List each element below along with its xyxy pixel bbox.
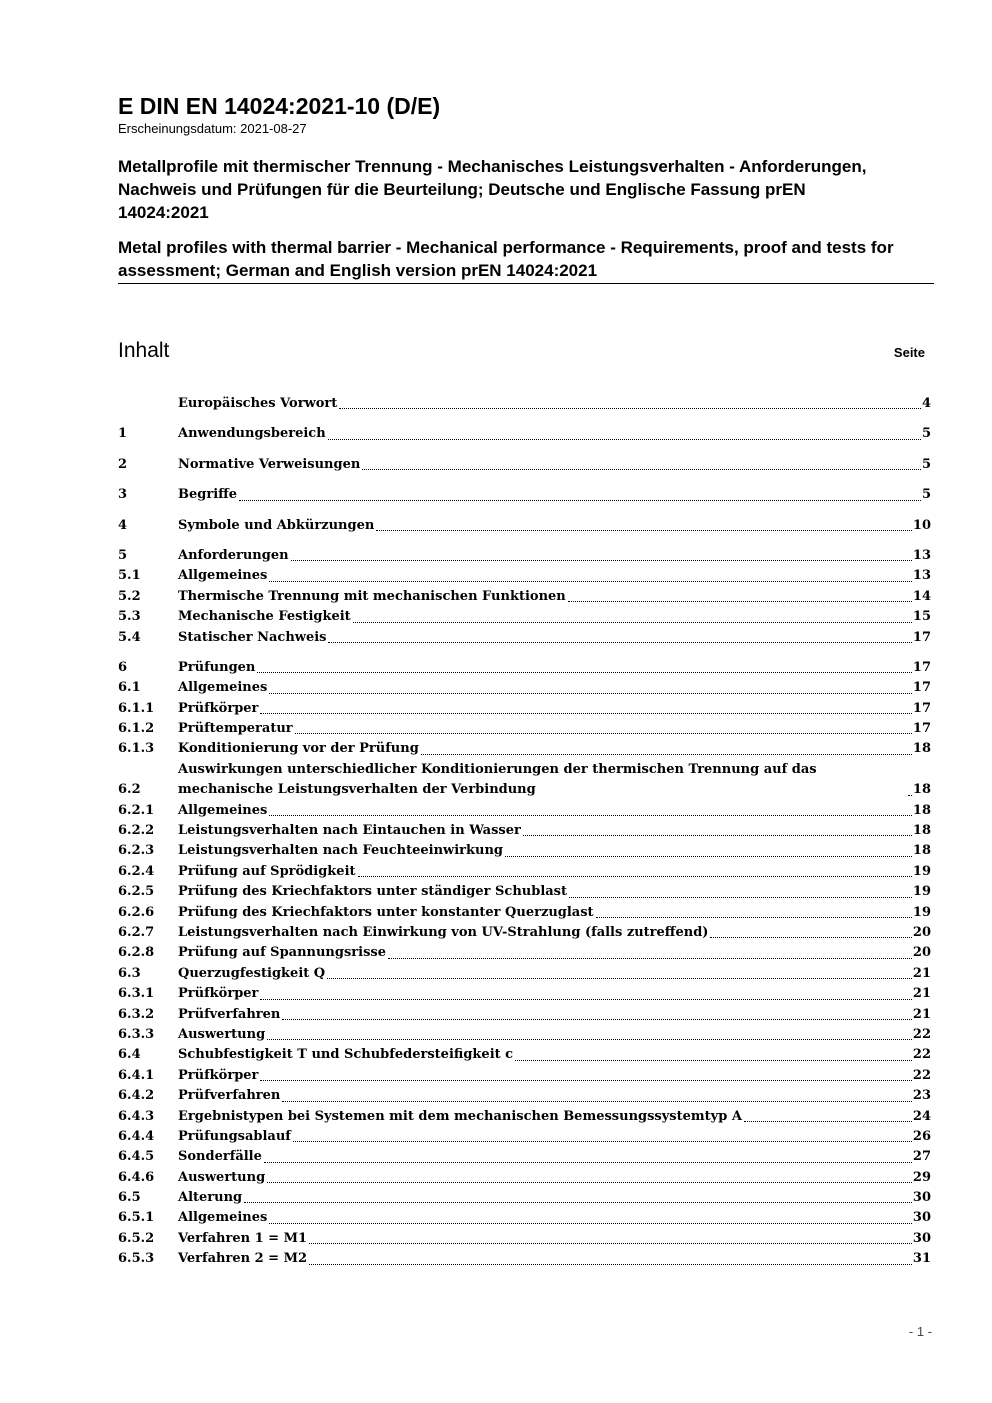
toc-entry-number: 6.5.3 bbox=[118, 1251, 155, 1267]
document-id: E DIN EN 14024:2021-10 (D/E) bbox=[118, 93, 441, 119]
toc-entry-label[interactable]: Thermische Trennung mit mechanischen Funktionen bbox=[178, 588, 566, 604]
toc-leader-dots bbox=[353, 622, 912, 623]
toc-entry-page[interactable]: 22 bbox=[912, 1047, 931, 1063]
toc-leader-dots bbox=[309, 1264, 912, 1265]
toc-entry-number: 5 bbox=[118, 547, 128, 563]
toc-entry-label[interactable]: Allgemeines bbox=[178, 802, 268, 818]
toc-entry[interactable] bbox=[118, 485, 931, 505]
toc-entry-page[interactable]: 10 bbox=[912, 517, 931, 533]
toc-entry-label[interactable]: Konditionierung vor der Prüfung bbox=[178, 741, 419, 757]
toc-entry-label[interactable]: Ergebnistypen bei Systemen mit dem mechanischen Bemessungssystemtyp A bbox=[178, 1108, 742, 1124]
toc-entry-page[interactable]: 30 bbox=[912, 1210, 931, 1226]
toc-entry-page[interactable]: 13 bbox=[912, 547, 931, 563]
toc-entry[interactable] bbox=[118, 821, 931, 841]
toc-entry-number: 6.5.2 bbox=[118, 1230, 155, 1246]
toc-entry-number: 6.2.6 bbox=[118, 904, 155, 920]
toc-entry-number: 6.2.7 bbox=[118, 924, 155, 940]
toc-leader-dots bbox=[523, 835, 912, 836]
toc-entry[interactable] bbox=[118, 546, 931, 566]
toc-entry[interactable] bbox=[118, 984, 931, 1004]
toc-entry-page[interactable]: 21 bbox=[912, 965, 931, 981]
toc-entry[interactable] bbox=[118, 628, 931, 648]
toc-entry-page[interactable]: 19 bbox=[912, 904, 931, 920]
toc-entry-number: 6.2.8 bbox=[118, 945, 155, 961]
toc-entry-label[interactable]: Prüfung des Kriechfaktors unter ständiger Schublast bbox=[178, 884, 568, 900]
toc-entry-page[interactable]: 5 bbox=[921, 456, 931, 472]
toc-entry[interactable] bbox=[118, 760, 931, 801]
toc-entry-label[interactable]: Prüfkörper bbox=[178, 700, 259, 716]
toc-entry-page[interactable]: 20 bbox=[912, 945, 931, 961]
toc-entry[interactable] bbox=[118, 943, 931, 963]
toc-entry-number: 6.1.1 bbox=[118, 700, 155, 716]
toc-entry-label[interactable]: Prüfung auf Spannungsrisse bbox=[178, 945, 386, 961]
document-header bbox=[118, 92, 934, 284]
toc-entry-number: 6.2.3 bbox=[118, 843, 155, 859]
toc-leader-dots bbox=[908, 795, 912, 796]
toc-entry-page[interactable]: 17 bbox=[912, 629, 931, 645]
toc-leader-dots bbox=[269, 815, 912, 816]
toc-entry-number: 2 bbox=[118, 456, 128, 472]
toc-leader-dots bbox=[327, 978, 912, 979]
toc-entry-page[interactable]: 18 bbox=[912, 741, 931, 757]
toc-entry-page[interactable]: 19 bbox=[912, 863, 931, 879]
toc-entry[interactable] bbox=[118, 1127, 931, 1147]
toc-entry-number: 6.2.2 bbox=[118, 823, 155, 839]
toc-entry-label[interactable]: Allgemeines bbox=[178, 680, 268, 696]
toc-entry-label[interactable]: Prüfungsablauf bbox=[178, 1128, 291, 1144]
toc-entry[interactable] bbox=[118, 455, 931, 475]
toc-entry-number: 6.3 bbox=[118, 965, 141, 981]
toc-entry-page[interactable]: 18 bbox=[912, 782, 931, 798]
toc-leader-dots bbox=[421, 754, 912, 755]
toc-entry-label[interactable]: Verfahren 1 = M1 bbox=[178, 1230, 308, 1246]
title-german: Metallprofile mit thermischer Trennung - Mechanisches Leistungsverhalten - Anforderungen, Nachweis und Prüfungen für die Beurteilung; Deutsche und Englische Fassung prEN 14024:2021 bbox=[118, 157, 867, 222]
toc-entry[interactable] bbox=[118, 678, 931, 698]
toc-entry-page[interactable]: 23 bbox=[912, 1088, 931, 1104]
toc-entry-number: 6.3.1 bbox=[118, 986, 155, 1002]
toc-entry[interactable] bbox=[118, 1107, 931, 1127]
toc-leader-dots bbox=[568, 601, 912, 602]
toc-entry[interactable] bbox=[118, 862, 931, 882]
toc-entry[interactable] bbox=[118, 1045, 931, 1065]
toc-leader-dots bbox=[515, 1060, 912, 1061]
toc-entry-label[interactable]: Prüfung auf Sprödigkeit bbox=[178, 863, 356, 879]
toc-entry-label[interactable]: Leistungsverhalten nach Einwirkung von UV-Strahlung (falls zutreffend) bbox=[178, 924, 709, 940]
toc-leader-dots bbox=[358, 876, 912, 877]
toc-entry-number: 1 bbox=[118, 426, 128, 442]
toc-entry[interactable] bbox=[118, 1025, 931, 1045]
toc-entry[interactable] bbox=[118, 903, 931, 923]
toc-entry-label[interactable]: Auswirkungen unterschiedlicher Konditionierungen der thermischen Trennung auf das mechanische Leistungsverhalten der Verbindung bbox=[178, 761, 817, 798]
toc-leader-dots bbox=[260, 999, 912, 1000]
toc-entry[interactable] bbox=[118, 1229, 931, 1249]
toc-entry-number: 4 bbox=[118, 517, 128, 533]
toc-entry-page[interactable]: 22 bbox=[912, 1026, 931, 1042]
toc-entry[interactable] bbox=[118, 1208, 931, 1228]
toc-entry[interactable] bbox=[118, 658, 931, 678]
toc-entry-label[interactable]: Allgemeines bbox=[178, 1210, 268, 1226]
toc-entry-number: 5.4 bbox=[118, 629, 141, 645]
toc-entry-label[interactable]: Schubfestigkeit T und Schubfedersteifigkeit c bbox=[178, 1047, 514, 1063]
toc-leader-dots bbox=[328, 439, 921, 440]
toc-entry-label[interactable]: Prüfkörper bbox=[178, 1067, 259, 1083]
toc-entry-number: 6.2 bbox=[118, 782, 141, 798]
toc-entry[interactable] bbox=[118, 719, 931, 739]
toc-entry-number: 6.2.5 bbox=[118, 884, 155, 900]
toc-entry-number: 3 bbox=[118, 487, 128, 503]
toc-leader-dots bbox=[293, 1141, 912, 1142]
toc-heading-row bbox=[118, 338, 925, 364]
toc-leader-dots bbox=[267, 1182, 912, 1183]
toc-entry[interactable] bbox=[118, 739, 931, 759]
toc-entry[interactable] bbox=[118, 1188, 931, 1208]
toc-entry-label[interactable]: Prüfungen bbox=[178, 659, 256, 675]
toc-entry[interactable] bbox=[118, 566, 931, 586]
toc-entry-number: 6.4.4 bbox=[118, 1128, 155, 1144]
toc-entry[interactable] bbox=[118, 964, 931, 984]
toc-leader-dots bbox=[257, 672, 912, 673]
toc-entry-page[interactable]: 18 bbox=[912, 843, 931, 859]
toc-entry-number: 5.3 bbox=[118, 609, 141, 625]
toc-entry-label[interactable]: Anwendungsbereich bbox=[178, 426, 326, 442]
toc-entry[interactable] bbox=[118, 1147, 931, 1167]
toc-entry-page[interactable]: 18 bbox=[912, 802, 931, 818]
toc-entry-number: 6.4.1 bbox=[118, 1067, 155, 1083]
toc-leader-dots bbox=[362, 469, 921, 470]
toc-entry-page[interactable]: 21 bbox=[912, 986, 931, 1002]
toc-leader-dots bbox=[291, 560, 912, 561]
page-number: - 1 - bbox=[908, 1324, 932, 1339]
toc-entry-label[interactable]: Auswertung bbox=[178, 1026, 266, 1042]
toc-leader-dots bbox=[309, 1243, 912, 1244]
toc-entry-label[interactable]: Prüfung des Kriechfaktors unter konstanter Querzuglast bbox=[178, 904, 594, 920]
toc-leader-dots bbox=[710, 937, 911, 938]
toc-entry[interactable] bbox=[118, 1249, 931, 1269]
toc-leader-dots bbox=[388, 958, 912, 959]
toc-entry-page[interactable]: 17 bbox=[912, 721, 931, 737]
toc-entry-number: 6.5 bbox=[118, 1190, 141, 1206]
toc-entry-page[interactable]: 22 bbox=[912, 1067, 931, 1083]
toc-leader-dots bbox=[339, 408, 921, 409]
toc-leader-dots bbox=[569, 897, 912, 898]
toc-entry-number: 6.1 bbox=[118, 680, 141, 696]
toc-leader-dots bbox=[267, 1039, 912, 1040]
toc-entry-page[interactable]: 26 bbox=[912, 1128, 931, 1144]
title-english: Metal profiles with thermal barrier - Mechanical performance - Requirements, proof and tests for assessment; German and English version prEN 14024:2021 bbox=[118, 236, 934, 284]
toc-entry-label[interactable]: Prüfverfahren bbox=[178, 1088, 281, 1104]
toc-entry-label[interactable]: Normative Verweisungen bbox=[178, 456, 361, 472]
toc-entry-page[interactable]: 13 bbox=[912, 568, 931, 584]
toc-entry-label[interactable]: Anforderungen bbox=[178, 547, 289, 563]
toc-leader-dots bbox=[244, 1202, 912, 1203]
toc-entry-label[interactable]: Querzugfestigkeit Q bbox=[178, 965, 326, 981]
toc-entry-page[interactable]: 5 bbox=[921, 426, 931, 442]
toc-entry-page[interactable]: 4 bbox=[921, 395, 931, 411]
toc-leader-dots bbox=[264, 1162, 912, 1163]
toc-entry-label[interactable]: Verfahren 2 = M2 bbox=[178, 1251, 308, 1267]
toc-entry[interactable] bbox=[118, 1066, 931, 1086]
toc-entry-number: 5.1 bbox=[118, 568, 141, 584]
publication-date: Erscheinungsdatum: 2021-08-27 bbox=[118, 121, 307, 136]
toc-leader-dots bbox=[269, 581, 912, 582]
toc-entry-page[interactable]: 20 bbox=[912, 924, 931, 940]
toc-leader-dots bbox=[744, 1121, 912, 1122]
toc-entry-number: 6.4.3 bbox=[118, 1108, 155, 1124]
toc-entry-number: 6.4.6 bbox=[118, 1169, 155, 1185]
toc-entry-page[interactable]: 5 bbox=[921, 487, 931, 503]
toc-entry-number: 6.1.3 bbox=[118, 741, 155, 757]
toc-leader-dots bbox=[269, 693, 912, 694]
toc-entry[interactable] bbox=[118, 801, 931, 821]
toc-leader-dots bbox=[295, 733, 912, 734]
toc-entry-page[interactable]: 30 bbox=[912, 1230, 931, 1246]
toc-entry-page[interactable]: 30 bbox=[912, 1190, 931, 1206]
table-of-contents bbox=[118, 394, 931, 1270]
toc-leader-dots bbox=[596, 917, 912, 918]
toc-entry-label[interactable]: Prüfverfahren bbox=[178, 1006, 281, 1022]
toc-entry-label[interactable]: Auswertung bbox=[178, 1169, 266, 1185]
toc-entry-label[interactable]: Prüfkörper bbox=[178, 986, 259, 1002]
toc-entry-number: 6.2.4 bbox=[118, 863, 155, 879]
toc-entry-page[interactable]: 27 bbox=[912, 1149, 931, 1165]
toc-entry[interactable] bbox=[118, 1005, 931, 1025]
toc-entry-label[interactable]: Alterung bbox=[178, 1190, 243, 1206]
toc-entry[interactable] bbox=[118, 394, 931, 414]
toc-entry[interactable] bbox=[118, 923, 931, 943]
toc-leader-dots bbox=[328, 642, 911, 643]
toc-entry[interactable] bbox=[118, 841, 931, 861]
toc-entry[interactable] bbox=[118, 587, 931, 607]
toc-entry[interactable] bbox=[118, 607, 931, 627]
toc-entry-number: 5.2 bbox=[118, 588, 141, 604]
toc-entry-page[interactable]: 15 bbox=[912, 609, 931, 625]
toc-leader-dots bbox=[260, 713, 912, 714]
toc-entry-label[interactable]: Statischer Nachweis bbox=[178, 629, 327, 645]
toc-entry-number: 6.1.2 bbox=[118, 721, 155, 737]
toc-entry-label[interactable]: Symbole und Abkürzungen bbox=[178, 517, 375, 533]
toc-entry-label[interactable]: Leistungsverhalten nach Eintauchen in Wasser bbox=[178, 823, 521, 839]
toc-entry-page[interactable]: 24 bbox=[912, 1108, 931, 1124]
toc-entry-page[interactable]: 17 bbox=[912, 700, 931, 716]
toc-leader-dots bbox=[239, 500, 921, 501]
toc-entry-page[interactable]: 14 bbox=[912, 588, 931, 604]
toc-entry-page[interactable]: 19 bbox=[912, 884, 931, 900]
toc-entry-page[interactable]: 31 bbox=[912, 1251, 931, 1267]
toc-entry-label[interactable]: Allgemeines bbox=[178, 568, 268, 584]
toc-leader-dots bbox=[282, 1101, 912, 1102]
toc-page-column-label: Seite bbox=[893, 345, 925, 360]
toc-title: Inhalt bbox=[118, 339, 170, 362]
toc-entry-label[interactable]: Sonderfälle bbox=[178, 1149, 262, 1165]
toc-entry-number: 6.4 bbox=[118, 1047, 141, 1063]
toc-entry[interactable] bbox=[118, 882, 931, 902]
toc-leader-dots bbox=[282, 1019, 912, 1020]
toc-entry[interactable] bbox=[118, 516, 931, 536]
toc-entry-number: 6.5.1 bbox=[118, 1210, 155, 1226]
toc-entry-number: 6.3.2 bbox=[118, 1006, 155, 1022]
toc-entry[interactable] bbox=[118, 699, 931, 719]
toc-entry-number: 6.3.3 bbox=[118, 1026, 155, 1042]
toc-entry-label[interactable]: Europäisches Vorwort bbox=[178, 395, 338, 411]
toc-entry-page[interactable]: 17 bbox=[912, 680, 931, 696]
toc-entry-label[interactable]: Mechanische Festigkeit bbox=[178, 609, 351, 625]
toc-entry-label[interactable]: Begriffe bbox=[178, 487, 238, 503]
toc-entry-page[interactable]: 18 bbox=[912, 823, 931, 839]
toc-entry-label[interactable]: Leistungsverhalten nach Feuchteeinwirkung bbox=[178, 843, 504, 859]
toc-entry[interactable] bbox=[118, 1168, 931, 1188]
toc-entry-number: 6.4.5 bbox=[118, 1149, 155, 1165]
toc-leader-dots bbox=[260, 1080, 912, 1081]
toc-leader-dots bbox=[376, 530, 912, 531]
toc-entry-number: 6.2.1 bbox=[118, 802, 155, 818]
toc-leader-dots bbox=[269, 1223, 912, 1224]
toc-entry[interactable] bbox=[118, 424, 931, 444]
toc-entry[interactable] bbox=[118, 1086, 931, 1106]
toc-entry-number: 6.4.2 bbox=[118, 1088, 155, 1104]
toc-entry-page[interactable]: 17 bbox=[912, 659, 931, 675]
toc-leader-dots bbox=[505, 856, 912, 857]
toc-entry-number: 6 bbox=[118, 659, 128, 675]
toc-entry-page[interactable]: 29 bbox=[912, 1169, 931, 1185]
toc-entry-page[interactable]: 21 bbox=[912, 1006, 931, 1022]
toc-entry-label[interactable]: Prüftemperatur bbox=[178, 721, 293, 737]
